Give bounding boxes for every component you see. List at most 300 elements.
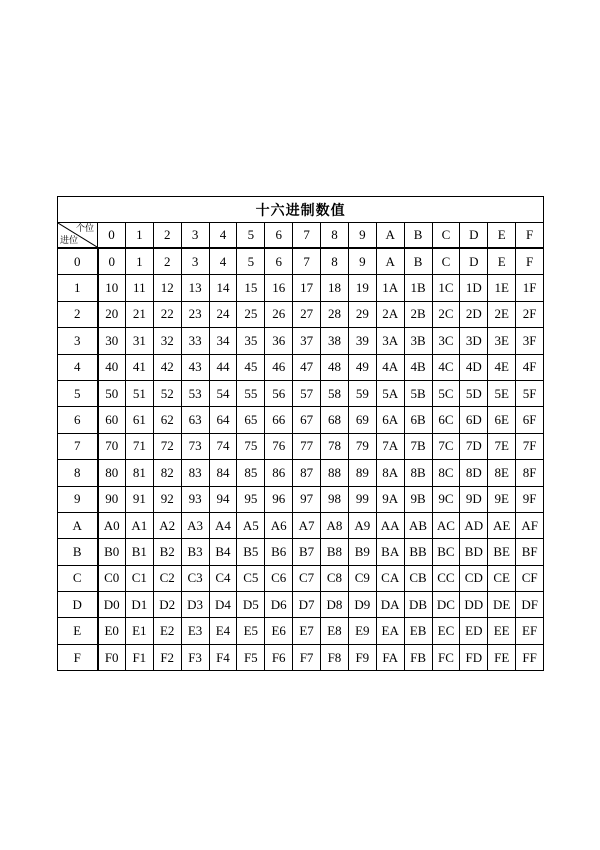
table-cell: 21: [125, 301, 153, 327]
table-cell: 28: [321, 301, 349, 327]
table-cell: A: [376, 248, 404, 275]
row-header: 5: [58, 380, 98, 406]
table-cell: 8: [321, 248, 349, 275]
table-cell: F0: [98, 644, 126, 670]
table-cell: C: [432, 248, 460, 275]
table-cell: F2: [153, 644, 181, 670]
table-row: [58, 248, 544, 275]
table-cell: F4: [209, 644, 237, 670]
table-cell: C4: [209, 565, 237, 591]
table-cell: CC: [432, 565, 460, 591]
table-cell: 15: [237, 275, 265, 301]
table-cell: 4: [209, 248, 237, 275]
table-cell: 99: [348, 486, 376, 512]
table-cell: E1: [125, 618, 153, 644]
table-cell: 1D: [460, 275, 488, 301]
table-cell: 55: [237, 380, 265, 406]
table-cell: 26: [265, 301, 293, 327]
table-cell: 9: [348, 248, 376, 275]
table-cell: 85: [237, 460, 265, 486]
table-cell: 6B: [404, 407, 432, 433]
table-cell: 86: [265, 460, 293, 486]
table-cell: 84: [209, 460, 237, 486]
table-cell: 5C: [432, 380, 460, 406]
table-cell: E4: [209, 618, 237, 644]
row-header: 4: [58, 354, 98, 380]
table-cell: 95: [237, 486, 265, 512]
table-cell: D2: [153, 592, 181, 618]
table-cell: 71: [125, 433, 153, 459]
table-cell: BE: [488, 539, 516, 565]
table-cell: 60: [98, 407, 126, 433]
table-cell: 79: [348, 433, 376, 459]
table-cell: 2D: [460, 301, 488, 327]
table-cell: C1: [125, 565, 153, 591]
table-cell: 64: [209, 407, 237, 433]
column-header-row: [58, 223, 544, 249]
table-row: [58, 460, 544, 486]
table-row: [58, 354, 544, 380]
column-header: 3: [181, 223, 209, 249]
table-cell: DE: [488, 592, 516, 618]
table-cell: 25: [237, 301, 265, 327]
table-cell: C6: [265, 565, 293, 591]
table-cell: 18: [321, 275, 349, 301]
table-row: [58, 328, 544, 354]
table-row: [58, 486, 544, 512]
table-cell: B4: [209, 539, 237, 565]
table-cell: 3A: [376, 328, 404, 354]
table-cell: 97: [293, 486, 321, 512]
table-cell: FF: [516, 644, 544, 670]
table-cell: 7E: [488, 433, 516, 459]
table-cell: 58: [321, 380, 349, 406]
table-cell: 68: [321, 407, 349, 433]
table-cell: 93: [181, 486, 209, 512]
table-cell: 7A: [376, 433, 404, 459]
table-cell: 59: [348, 380, 376, 406]
table-cell: 5D: [460, 380, 488, 406]
table-cell: BD: [460, 539, 488, 565]
table-row: [58, 512, 544, 538]
table-cell: E3: [181, 618, 209, 644]
table-cell: 35: [237, 328, 265, 354]
table-cell: 2A: [376, 301, 404, 327]
table-cell: F5: [237, 644, 265, 670]
table-cell: E5: [237, 618, 265, 644]
table-cell: DA: [376, 592, 404, 618]
table-cell: D4: [209, 592, 237, 618]
table-cell: EE: [488, 618, 516, 644]
table-cell: 53: [181, 380, 209, 406]
table-cell: B3: [181, 539, 209, 565]
table-cell: B: [404, 248, 432, 275]
table-cell: 4C: [432, 354, 460, 380]
table-cell: AB: [404, 512, 432, 538]
table-cell: 48: [321, 354, 349, 380]
table-cell: 1E: [488, 275, 516, 301]
table-cell: BA: [376, 539, 404, 565]
table-cell: 5: [237, 248, 265, 275]
table-cell: C9: [348, 565, 376, 591]
table-cell: B1: [125, 539, 153, 565]
table-cell: A0: [98, 512, 126, 538]
title-row: [58, 197, 544, 223]
table-cell: F6: [265, 644, 293, 670]
table-cell: 67: [293, 407, 321, 433]
table-cell: 33: [181, 328, 209, 354]
table-cell: 63: [181, 407, 209, 433]
row-header: F: [58, 644, 98, 670]
table-cell: A6: [265, 512, 293, 538]
table-cell: 5F: [516, 380, 544, 406]
table-cell: 27: [293, 301, 321, 327]
table-cell: C7: [293, 565, 321, 591]
table-cell: 1A: [376, 275, 404, 301]
table-row: [58, 539, 544, 565]
column-header: 1: [125, 223, 153, 249]
table-cell: 6E: [488, 407, 516, 433]
table-cell: 52: [153, 380, 181, 406]
table-cell: D3: [181, 592, 209, 618]
table-row: [58, 433, 544, 459]
table-row: [58, 301, 544, 327]
row-header: A: [58, 512, 98, 538]
column-header: 7: [293, 223, 321, 249]
table-cell: 39: [348, 328, 376, 354]
table-cell: 0: [98, 248, 126, 275]
table-cell: F7: [293, 644, 321, 670]
table-cell: 96: [265, 486, 293, 512]
table-cell: 41: [125, 354, 153, 380]
table-cell: C5: [237, 565, 265, 591]
table-cell: 10: [98, 275, 126, 301]
table-cell: 80: [98, 460, 126, 486]
table-cell: 4B: [404, 354, 432, 380]
table-cell: 23: [181, 301, 209, 327]
table-cell: 38: [321, 328, 349, 354]
table-cell: AC: [432, 512, 460, 538]
table-cell: 34: [209, 328, 237, 354]
table-cell: 98: [321, 486, 349, 512]
row-header: 7: [58, 433, 98, 459]
table-cell: CE: [488, 565, 516, 591]
table-cell: 77: [293, 433, 321, 459]
table-cell: B5: [237, 539, 265, 565]
table-cell: 92: [153, 486, 181, 512]
table-cell: 42: [153, 354, 181, 380]
table-row: [58, 407, 544, 433]
table-cell: 2B: [404, 301, 432, 327]
table-cell: DC: [432, 592, 460, 618]
table-cell: F: [516, 248, 544, 275]
table-cell: B8: [321, 539, 349, 565]
table-cell: 2F: [516, 301, 544, 327]
table-cell: BC: [432, 539, 460, 565]
table-row: [58, 565, 544, 591]
table-cell: EB: [404, 618, 432, 644]
table-cell: 49: [348, 354, 376, 380]
table-cell: CA: [376, 565, 404, 591]
table-cell: CD: [460, 565, 488, 591]
table-cell: E: [488, 248, 516, 275]
row-header: 1: [58, 275, 98, 301]
table-cell: ED: [460, 618, 488, 644]
table-cell: DF: [516, 592, 544, 618]
table-cell: A3: [181, 512, 209, 538]
column-header: 9: [348, 223, 376, 249]
table-cell: 1F: [516, 275, 544, 301]
table-cell: 65: [237, 407, 265, 433]
table-cell: C2: [153, 565, 181, 591]
table-cell: B6: [265, 539, 293, 565]
table-cell: 3E: [488, 328, 516, 354]
table-cell: 14: [209, 275, 237, 301]
table-cell: 5A: [376, 380, 404, 406]
table-cell: 32: [153, 328, 181, 354]
table-cell: 8E: [488, 460, 516, 486]
table-cell: 9C: [432, 486, 460, 512]
table-cell: 36: [265, 328, 293, 354]
table-cell: 7C: [432, 433, 460, 459]
table-cell: 3F: [516, 328, 544, 354]
table-cell: EC: [432, 618, 460, 644]
table-cell: 54: [209, 380, 237, 406]
table-cell: B7: [293, 539, 321, 565]
table-cell: 20: [98, 301, 126, 327]
table-cell: 73: [181, 433, 209, 459]
table-cell: 13: [181, 275, 209, 301]
table-cell: 7B: [404, 433, 432, 459]
table-cell: 5B: [404, 380, 432, 406]
table-cell: D: [460, 248, 488, 275]
corner-header-cell: [58, 223, 98, 249]
table-cell: 1: [125, 248, 153, 275]
row-header: 2: [58, 301, 98, 327]
table-cell: 81: [125, 460, 153, 486]
table-cell: 69: [348, 407, 376, 433]
corner-label-ones: 个位: [75, 224, 94, 234]
table-cell: 24: [209, 301, 237, 327]
table-cell: 3: [181, 248, 209, 275]
table-cell: 4F: [516, 354, 544, 380]
table-cell: 89: [348, 460, 376, 486]
row-header: D: [58, 592, 98, 618]
table-cell: CB: [404, 565, 432, 591]
table-cell: FA: [376, 644, 404, 670]
table-cell: 75: [237, 433, 265, 459]
table-cell: 31: [125, 328, 153, 354]
table-cell: DB: [404, 592, 432, 618]
table-row: [58, 380, 544, 406]
table-cell: 12: [153, 275, 181, 301]
table-cell: 30: [98, 328, 126, 354]
table-cell: B9: [348, 539, 376, 565]
table-cell: 6F: [516, 407, 544, 433]
table-cell: 9F: [516, 486, 544, 512]
table-cell: 8B: [404, 460, 432, 486]
table-cell: 29: [348, 301, 376, 327]
table-cell: 9E: [488, 486, 516, 512]
table-cell: 3C: [432, 328, 460, 354]
table-cell: 4D: [460, 354, 488, 380]
table-cell: 9D: [460, 486, 488, 512]
column-header: 5: [237, 223, 265, 249]
table-cell: F9: [348, 644, 376, 670]
table-cell: 7: [293, 248, 321, 275]
table-cell: 51: [125, 380, 153, 406]
table-cell: A1: [125, 512, 153, 538]
table-cell: 90: [98, 486, 126, 512]
table-cell: AF: [516, 512, 544, 538]
table-cell: 76: [265, 433, 293, 459]
table-cell: D5: [237, 592, 265, 618]
table-cell: 8A: [376, 460, 404, 486]
table-cell: 46: [265, 354, 293, 380]
table-cell: AD: [460, 512, 488, 538]
table-cell: D7: [293, 592, 321, 618]
table-cell: D6: [265, 592, 293, 618]
table-cell: 19: [348, 275, 376, 301]
row-header: 3: [58, 328, 98, 354]
table-title: 十六进制数值: [58, 197, 544, 223]
table-cell: 74: [209, 433, 237, 459]
table-cell: FE: [488, 644, 516, 670]
table-cell: A9: [348, 512, 376, 538]
table-cell: 82: [153, 460, 181, 486]
table-cell: 6C: [432, 407, 460, 433]
table-cell: EF: [516, 618, 544, 644]
table-cell: D8: [321, 592, 349, 618]
table-cell: D1: [125, 592, 153, 618]
table-cell: 5E: [488, 380, 516, 406]
table-cell: FC: [432, 644, 460, 670]
table-cell: BF: [516, 539, 544, 565]
table-cell: 6: [265, 248, 293, 275]
column-header: C: [432, 223, 460, 249]
row-header: 9: [58, 486, 98, 512]
table-cell: EA: [376, 618, 404, 644]
table-cell: E2: [153, 618, 181, 644]
table-cell: 8C: [432, 460, 460, 486]
table-cell: 1C: [432, 275, 460, 301]
table-cell: 83: [181, 460, 209, 486]
table-cell: 47: [293, 354, 321, 380]
table-cell: C8: [321, 565, 349, 591]
table-cell: AA: [376, 512, 404, 538]
table-cell: F8: [321, 644, 349, 670]
table-cell: 2C: [432, 301, 460, 327]
table-cell: 44: [209, 354, 237, 380]
table-cell: 40: [98, 354, 126, 380]
row-header: 8: [58, 460, 98, 486]
corner-label-carry: 进位: [60, 236, 79, 246]
table-cell: 7D: [460, 433, 488, 459]
table-cell: 2E: [488, 301, 516, 327]
table-cell: 72: [153, 433, 181, 459]
table-row: [58, 644, 544, 670]
table-cell: 94: [209, 486, 237, 512]
column-header: F: [516, 223, 544, 249]
table-row: [58, 592, 544, 618]
table-cell: 17: [293, 275, 321, 301]
table-cell: E0: [98, 618, 126, 644]
table-cell: 45: [237, 354, 265, 380]
table-cell: CF: [516, 565, 544, 591]
table-cell: FD: [460, 644, 488, 670]
table-cell: 43: [181, 354, 209, 380]
table-cell: BB: [404, 539, 432, 565]
table-cell: 57: [293, 380, 321, 406]
table-cell: 7F: [516, 433, 544, 459]
table-cell: 91: [125, 486, 153, 512]
table-cell: D0: [98, 592, 126, 618]
table-row: [58, 275, 544, 301]
table-cell: 37: [293, 328, 321, 354]
table-cell: A4: [209, 512, 237, 538]
table-cell: 4A: [376, 354, 404, 380]
hex-value-table: [57, 196, 544, 671]
table-cell: 4E: [488, 354, 516, 380]
table-cell: F3: [181, 644, 209, 670]
column-header: 4: [209, 223, 237, 249]
table-cell: 70: [98, 433, 126, 459]
table-cell: 16: [265, 275, 293, 301]
table-cell: E9: [348, 618, 376, 644]
table-cell: A2: [153, 512, 181, 538]
table-cell: D9: [348, 592, 376, 618]
table-cell: 62: [153, 407, 181, 433]
table-cell: A5: [237, 512, 265, 538]
table-cell: E8: [321, 618, 349, 644]
table-cell: C3: [181, 565, 209, 591]
table-cell: 6D: [460, 407, 488, 433]
table-cell: AE: [488, 512, 516, 538]
table-cell: 2: [153, 248, 181, 275]
table-cell: 3D: [460, 328, 488, 354]
table-cell: 66: [265, 407, 293, 433]
column-header: D: [460, 223, 488, 249]
table-cell: 50: [98, 380, 126, 406]
table-cell: 9B: [404, 486, 432, 512]
row-header: 0: [58, 248, 98, 275]
row-header: B: [58, 539, 98, 565]
table-cell: DD: [460, 592, 488, 618]
column-header: B: [404, 223, 432, 249]
table-row: [58, 618, 544, 644]
row-header: C: [58, 565, 98, 591]
column-header: 6: [265, 223, 293, 249]
table-cell: 22: [153, 301, 181, 327]
table-cell: 1B: [404, 275, 432, 301]
column-header: 8: [321, 223, 349, 249]
table-cell: FB: [404, 644, 432, 670]
table-cell: B0: [98, 539, 126, 565]
column-header: 0: [98, 223, 126, 249]
table-cell: 11: [125, 275, 153, 301]
table-cell: A7: [293, 512, 321, 538]
table-cell: B2: [153, 539, 181, 565]
table-cell: 88: [321, 460, 349, 486]
table-cell: E7: [293, 618, 321, 644]
column-header: A: [376, 223, 404, 249]
table-cell: 78: [321, 433, 349, 459]
table-cell: 61: [125, 407, 153, 433]
table-cell: 56: [265, 380, 293, 406]
table-cell: 87: [293, 460, 321, 486]
table-cell: 9A: [376, 486, 404, 512]
column-header: E: [488, 223, 516, 249]
